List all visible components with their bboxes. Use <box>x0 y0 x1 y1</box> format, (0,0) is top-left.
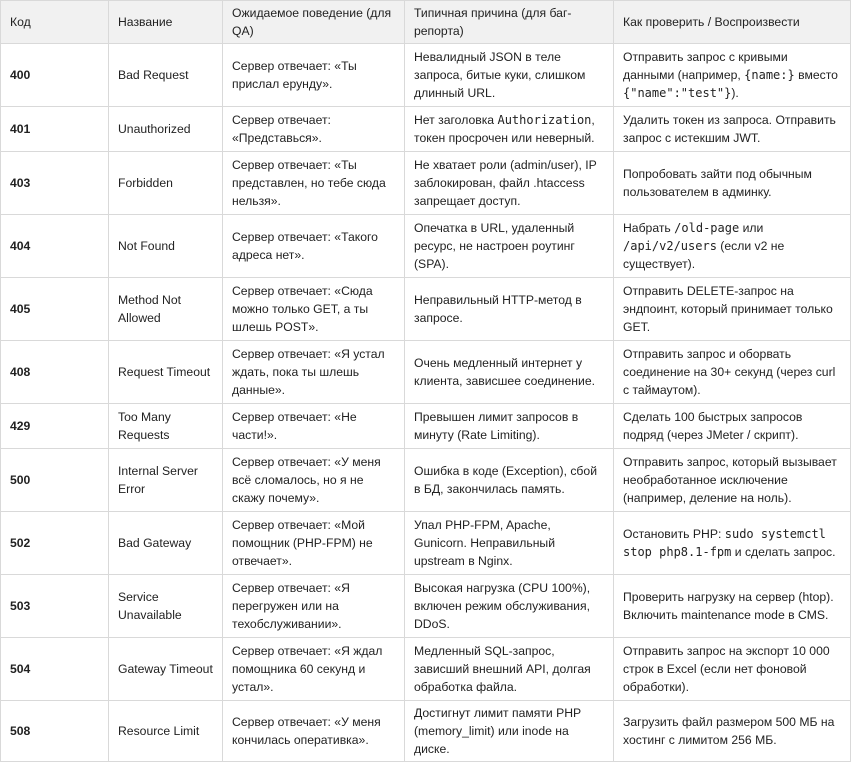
how-to-check-cell <box>614 512 851 575</box>
table-row <box>1 44 851 107</box>
table-row <box>1 638 851 701</box>
typical-cause-cell <box>405 404 614 449</box>
typical-cause-cell <box>405 512 614 575</box>
table-row <box>1 341 851 404</box>
header-expected-behavior: Ожидаемое поведение (для QA) <box>223 1 405 44</box>
how-to-check-cell <box>614 215 851 278</box>
text-segment: Неправильный HTTP-метод в запросе. <box>414 293 582 325</box>
status-code-cell: 429 <box>1 404 109 449</box>
code-snippet: Authorization <box>497 113 592 127</box>
status-code-cell: 500 <box>1 449 109 512</box>
text-segment: Сделать 100 быстрых запросов подряд (через JMeter / скрипт). <box>623 410 803 442</box>
header-typical-cause: Типичная причина (для баг-репорта) <box>405 1 614 44</box>
text-segment: или <box>739 221 764 235</box>
text-segment: Упал PHP-FPM, Apache, Gunicorn. Неправильный upstream в Nginx. <box>414 518 556 568</box>
text-segment: Отправить запрос с кривыми данными (например, <box>623 50 788 82</box>
typical-cause-cell <box>405 278 614 341</box>
typical-cause-cell <box>405 575 614 638</box>
text-segment: Высокая нагрузка (CPU 100%), включен режим обслуживания, DDoS. <box>414 581 591 631</box>
how-to-check-cell <box>614 638 851 701</box>
header-how-to-check: Как проверить / Воспроизвести <box>614 1 851 44</box>
how-to-check-cell <box>614 107 851 152</box>
typical-cause-cell <box>405 449 614 512</box>
expected-behavior-cell: Сервер отвечает: «Ты представлен, но тебе сюда нельзя». <box>223 152 405 215</box>
text-segment: и сделать запрос. <box>731 545 836 559</box>
status-code-cell: 503 <box>1 575 109 638</box>
text-segment: Загрузить файл размером 500 МБ на хостинг с лимитом 256 МБ. <box>623 715 835 747</box>
status-name-cell: Not Found <box>109 215 223 278</box>
status-name-cell: Resource Limit <box>109 701 223 762</box>
expected-behavior-cell: Сервер отвечает: «Не части!». <box>223 404 405 449</box>
status-code-cell: 502 <box>1 512 109 575</box>
status-name-cell: Internal Server Error <box>109 449 223 512</box>
how-to-check-cell <box>614 44 851 107</box>
how-to-check-cell <box>614 152 851 215</box>
text-segment: Медленный SQL-запрос, зависший внешний API, долгая обработка файла. <box>414 644 591 694</box>
status-name-cell: Method Not Allowed <box>109 278 223 341</box>
status-code-cell: 504 <box>1 638 109 701</box>
text-segment: Опечатка в URL, удаленный ресурс, не настроен роутинг (SPA). <box>414 221 575 271</box>
status-code-cell: 403 <box>1 152 109 215</box>
expected-behavior-cell: Сервер отвечает: «Такого адреса нет». <box>223 215 405 278</box>
text-segment: Ошибка в коде (Exception), сбой в БД, закончилась память. <box>414 464 597 496</box>
table-row <box>1 152 851 215</box>
text-segment: вместо <box>794 68 838 82</box>
how-to-check-cell <box>614 341 851 404</box>
typical-cause-cell <box>405 341 614 404</box>
typical-cause-cell <box>405 701 614 762</box>
expected-behavior-cell: Сервер отвечает: «У меня всё сломалось, но я не скажу почему». <box>223 449 405 512</box>
how-to-check-cell <box>614 575 851 638</box>
status-name-cell: Bad Request <box>109 44 223 107</box>
text-segment: Очень медленный интернет у клиента, зависшее соединение. <box>414 356 596 388</box>
status-name-cell: Unauthorized <box>109 107 223 152</box>
code-snippet: {name:} <box>744 68 795 82</box>
typical-cause-cell <box>405 638 614 701</box>
expected-behavior-cell: Сервер отвечает: «Я ждал помощника 60 секунд и устал». <box>223 638 405 701</box>
how-to-check-cell <box>614 701 851 762</box>
text-segment: (если v2 не существует). <box>623 239 785 271</box>
text-segment: Не хватает роли (admin/user), IP заблокирован, файл .htaccess запрещает доступ. <box>414 158 597 208</box>
table-row <box>1 215 851 278</box>
table-row <box>1 449 851 512</box>
status-name-cell: Bad Gateway <box>109 512 223 575</box>
table-row <box>1 404 851 449</box>
expected-behavior-cell: Сервер отвечает: «Представься». <box>223 107 405 152</box>
status-name-cell: Too Many Requests <box>109 404 223 449</box>
text-segment: Отправить запрос и оборвать соединение на 30+ секунд (через curl с таймаутом). <box>623 347 836 397</box>
text-segment: Нет заголовка <box>414 113 498 127</box>
table-row <box>1 278 851 341</box>
code-snippet: /api/v2/users <box>623 239 717 253</box>
expected-behavior-cell: Сервер отвечает: «Мой помощник (PHP-FPM) не отвечает». <box>223 512 405 575</box>
typical-cause-cell <box>405 215 614 278</box>
text-segment: Отправить запрос на экспорт 10 000 строк в Excel (если нет фоновой обработки). <box>623 644 830 694</box>
text-segment: ). <box>731 86 739 100</box>
how-to-check-cell <box>614 278 851 341</box>
text-segment: Превышен лимит запросов в минуту (Rate Limiting). <box>414 410 579 442</box>
typical-cause-cell <box>405 44 614 107</box>
status-code-cell: 405 <box>1 278 109 341</box>
expected-behavior-cell: Сервер отвечает: «Я устал ждать, пока ты шлешь данные». <box>223 341 405 404</box>
status-code-cell: 508 <box>1 701 109 762</box>
text-segment: Отправить DELETE-запрос на эндпоинт, который принимает только GET. <box>623 284 833 334</box>
table-row <box>1 512 851 575</box>
how-to-check-cell <box>614 404 851 449</box>
expected-behavior-cell: Сервер отвечает: «У меня кончилась оперативка». <box>223 701 405 762</box>
text-segment: Набрать <box>623 221 675 235</box>
expected-behavior-cell: Сервер отвечает: «Сюда можно только GET, а ты шлешь POST». <box>223 278 405 341</box>
text-segment: Удалить токен из запроса. Отправить запрос с истекшим JWT. <box>623 113 836 145</box>
typical-cause-cell <box>405 107 614 152</box>
status-code-cell: 400 <box>1 44 109 107</box>
text-segment: , токен просрочен или неверный. <box>414 113 595 145</box>
expected-behavior-cell: Сервер отвечает: «Ты прислал ерунду». <box>223 44 405 107</box>
code-snippet: sudo systemctl stop php8.1-fpm <box>623 527 826 559</box>
status-name-cell: Gateway Timeout <box>109 638 223 701</box>
code-snippet: /old-page <box>674 221 740 235</box>
status-code-cell: 401 <box>1 107 109 152</box>
code-snippet: {"name":"test"} <box>623 86 732 100</box>
status-code-cell: 408 <box>1 341 109 404</box>
status-name-cell: Request Timeout <box>109 341 223 404</box>
status-name-cell: Forbidden <box>109 152 223 215</box>
text-segment: Достигнут лимит памяти PHP (memory_limit) или inode на диске. <box>414 706 581 756</box>
table-row <box>1 107 851 152</box>
text-segment: Отправить запрос, который вызывает необработанное исключение (например, деление на ноль). <box>623 455 837 505</box>
table-row <box>1 575 851 638</box>
status-name-cell: Service Unavailable <box>109 575 223 638</box>
table-row <box>1 701 851 762</box>
text-segment: Попробовать зайти под обычным пользователем в админку. <box>623 167 812 199</box>
text-segment: Невалидный JSON в теле запроса, битые куки, слишком длинный URL. <box>414 50 586 100</box>
status-code-cell: 404 <box>1 215 109 278</box>
header-name: Название <box>109 1 223 44</box>
header-code: Код <box>1 1 109 44</box>
expected-behavior-cell: Сервер отвечает: «Я перегружен или на техобслуживании». <box>223 575 405 638</box>
text-segment: Остановить PHP: <box>623 527 725 541</box>
text-segment: Проверить нагрузку на сервер (htop). Включить maintenance mode в CMS. <box>623 590 834 622</box>
table-header-row <box>1 1 851 44</box>
how-to-check-cell <box>614 449 851 512</box>
typical-cause-cell <box>405 152 614 215</box>
